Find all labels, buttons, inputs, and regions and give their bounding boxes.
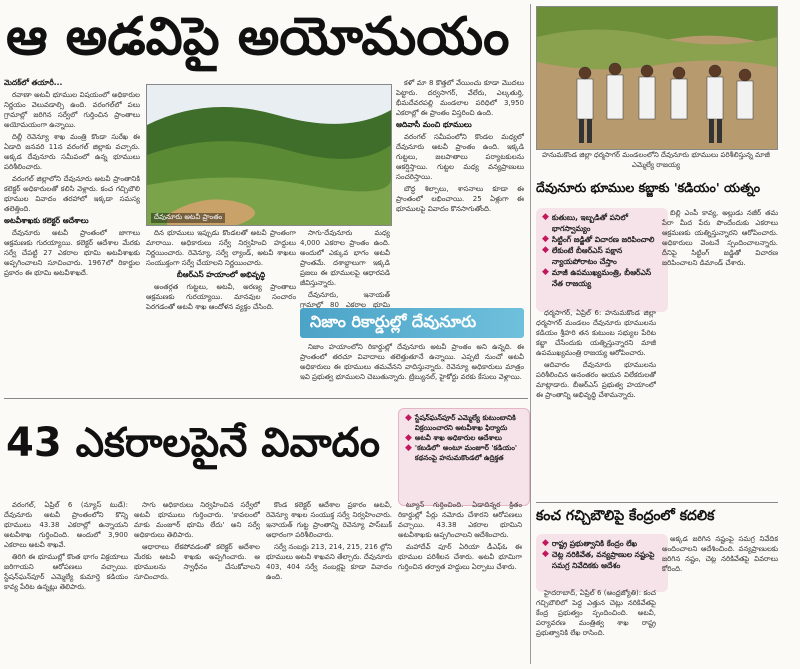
bullet-row (405, 433, 523, 443)
photo-caption: దేవునూరు అటవీ ప్రాంతం (151, 213, 225, 223)
kicker: మెదక్‌లో తయారీ... (4, 78, 63, 87)
bullet-row (405, 443, 523, 463)
column-2 (146, 228, 296, 378)
sub-heading: అటవీశాఖకు కలెక్టర్ ఆదేశాలు (4, 216, 89, 225)
paragraph: వరంగల్, ఏప్రిల్ 6 (న్యూస్ టుడే): దేవునూరు అటవీ ప్రాంతంలోని కొన్ని భూములు 43.38 ఎకరాల్లో ఉన్నాయని అటవీశాఖ గుర్తించింది. అందులో 3,900 ఎకరాలు అటవీ శాఖవే. (4, 501, 128, 549)
section-divider (4, 398, 528, 399)
bullet-icon: ◆ (405, 413, 412, 423)
bullet-text: అటవీ శాఖ అధికారుల ఆదేశాలు (414, 434, 502, 442)
bullet-icon: ◆ (405, 443, 412, 453)
nizam-banner (300, 308, 524, 338)
paragraph: ట్యూన్ గుర్తించింది. ఏడాదిన్నర క్రితం రికార్డుల్లో పేర్లు నమోదు చేశారని ఆరోపణలు వచ్చాయి. 43.38 ఎకరాల భూమిని అటవీశాఖకు అప్పగించాలని ఆదేశించారు. (398, 501, 522, 539)
paragraph: కొండ కలెక్టర్ ఆదేశాల ప్రకారం అటవీ, రెవెన్యూ శాఖల సంయుక్త సర్వే నిర్వహించారు. ఇనాయత్ గుట్ట ప్రాంతాన్ని రెవెన్యూ పాస్‌బుక్ ఆధారంగా పరిశీలించారు. (266, 501, 392, 539)
paragraph: ఆధారాలు లేకపోవడంతో కలెక్టర్ ఆదేశాల మేరకు అటవీ శాఖకు అప్పగించారు. ఆ భూములను స్వాధీనం చేసుకోవాలని సూచించారు. (134, 543, 260, 581)
paragraph: దిల్లీ రెవెన్యూ శాఖ మంత్రి కొండా సురేఖ ఈ ఏడాది జనవరి 11న వరంగల్ జిల్లాకు వచ్చారు. అక్కడ దేవునూరు సమీపంలో ఉన్న భూములు పరిశీలించారు. (4, 133, 140, 171)
bullet-text: స్టేషన్‌ఘన్‌పూర్ ఎమ్మెల్యే కుటుంబానికి విక్రయించారని అటవీశాఖ ఫిర్యాదు (414, 414, 516, 432)
bullet-icon: ◆ (542, 538, 549, 548)
bullet-row (542, 234, 662, 245)
bullet-icon: ◆ (542, 245, 549, 255)
officials-photo-graphic (537, 7, 777, 149)
bottom-column-2 (134, 500, 260, 666)
paragraph: బిల్లి ఎంపీ కావ్య, అల్లుడు నజీర్ తమ పేరా మీద పేరు పొందేందుకు ఎకరాలు ఆక్రమణకు యత్నిస్తున్నారని ఆరోపించారు. అధికారులు వెంటనే స్పందించాలన్నారు. దీనిపై సిట్టింగ్ జడ్జితో విచారణ జరిపించాలని డిమాండ్ చేశారు. (662, 209, 778, 267)
column-4 (396, 78, 524, 304)
paragraph: సాగు అధికారులు నిర్వహించిన సర్వేలో అటవీ భూములు గుర్తించారు. 'కావలంలో మాకు మంజూర్ భూమి లేదు' అని సర్వే అధికారులు తెలిపారు. (134, 501, 260, 539)
paragraph: ధర్మసాగర్, ఏప్రిల్ 6: హనుమకొండ జిల్లా ధర్మసాగర్ మండలం దేవునూరు భూములను కడియం శ్రీహరి తన కుటుంబ సభ్యుల పేరిట కబ్జా చేసేందుకు యత్నిస్తున్నారని మాజీ ఉపముఖ్యమంత్రి రాజయ్య ఆరోపించారు. (536, 309, 656, 357)
bottom-column-3 (266, 500, 392, 666)
kancha-headline: కంచ గచ్చిబౌలిపై కేంద్రంలో కదలిక (536, 508, 715, 524)
main-headline: ఆ అడవిపై అయోమయం (6, 7, 510, 67)
bullet-text: సిట్టింగ్ జడ్జితో విచారణ జరిపించాలి (551, 235, 655, 244)
sub-heading: ఆదివాసీ మంచి భూములు (396, 120, 472, 129)
paragraph: దేవునూరు, ఇనాయత్ గ్రామాల్లో 80 ఎకరాల భూమి (300, 291, 390, 308)
paragraph: కళో మా 8 కొత్తలో వేయించు కూడా మొదలు పెట్టారు. దర్వసాగర్, వేలేరు, ఎల్కతుర్తి, భీమదేవరపల్లి మండలాల పరిధిలో 3,950 ఎకరాల్లో ఈ ప్రాంతం విస్తరించి ఉంది. (396, 79, 524, 117)
paragraph: వరంగల్ జిల్లాలోని దేవునూరు అటవీ ప్రాంతానికి కలెక్టర్ అధికారులతో కలిసి వెళ్లారు. కంచ గచ్చిబౌలి భూముల వివాదం తరహాలో ఇక్కడా సమస్య తలెత్తింది. (4, 175, 140, 213)
sub-heading: బీఆర్ఎస్ హయాంలో అభివృద్ధి (176, 270, 266, 279)
kancha-text-a (536, 588, 656, 666)
bullet-icon: ◆ (405, 433, 412, 443)
forest-photo-graphic (147, 85, 391, 225)
officials-photo-caption: హనుమకొండ జిల్లా ధర్మసాగర్ మండలంలోని దేవునూరు భూములు పరిశీలిస్తున్న మాజీ ఎమ్మెల్యే రాజయ్య (542, 151, 770, 169)
right-column-text-b (536, 308, 656, 498)
bullet-text: 'కబడిలో' అంటూ మంజూర్ 'కడియం' కథనంపై హనుమకొండలో ఉద్రిక్తత (414, 444, 518, 462)
bullet-text: కుతుబు, ఇబ్బడితో పనిలో భాగస్వామ్యం (551, 213, 628, 233)
bullet-row (542, 267, 662, 289)
paragraph: రవాణా అటవీ భూముల విషయంలో అధికారుల నిర్ణయం వెలువడాల్సి ఉంది. వరంగల్‌లో పలు గ్రామాల్లో జరిగిన సర్వేలో గుర్తించిన ప్రాంతాలు అయోమయంగా ఉన్నాయి. (4, 91, 140, 129)
forest-photo (146, 84, 392, 226)
left-column (4, 76, 140, 376)
bullet-row (405, 413, 523, 433)
bullet-icon: ◆ (542, 234, 549, 244)
bullet-text: మాజీ ఉపముఖ్యమంత్రి, బీఆర్ఎస్ నేత రాజయ్య (551, 268, 652, 288)
paragraph: హైదరాబాద్, ఏప్రిల్ 6 (ఆంధ్రజ్యోతి): కంచ గచ్చిబౌలిలో పెద్ద ఎత్తున చెట్లు నరికివేతపై కేంద్ర ప్రభుత్వం స్పందించింది. అటవీ, పర్యావరణ మంత్రిత్వ శాఖ రాష్ట్ర ప్రభుత్వానికి లేఖ రాసింది. (536, 589, 656, 637)
right-bullet-box (536, 208, 668, 312)
bottom-column-4 (398, 500, 522, 666)
nizam-banner-title: నిజాం రికార్డుల్లో దేవునూరు (310, 312, 477, 331)
bullet-icon: ◆ (542, 267, 549, 277)
bottom-column-1 (4, 500, 128, 666)
paragraph: అంతర్గత గుట్టలు, అటవీ, అరణ్య ప్రాంతాలు ఆక్రమణకు గురయ్యాయి. మానవుల సంచారం పెరగడంతో అటవీ శాఖ ఆందోళన వ్యక్తం చేసింది. (146, 283, 296, 311)
paragraph: బౌద్ధ శిల్పాలు, శాసనాలు కూడా ఈ ప్రాంతంలో లభించాయి. 25 ఏళ్లుగా ఈ భూములపై వివాదం కొనసాగుతోంది. (396, 185, 524, 213)
headline-43-acres: 43 ఎకరాలపైనే వివాదం (6, 420, 381, 466)
vertical-divider (530, 4, 531, 664)
officials-photo (536, 6, 778, 150)
kancha-bullet-box (536, 534, 668, 592)
paragraph: వరంగల్ సమీపంలోని కొండల మధ్యలో దేవునూరు అటవీ ప్రాంతం ఉంది. ఇక్కడి గుట్టలు, జలపాతాలు పర్యాటకులను ఆకర్షిస్తాయి. గుట్టల మధ్య వన్యప్రాణులు సంచరిస్తాయి. (396, 133, 524, 181)
right-section-divider (536, 502, 778, 503)
bullet-row (542, 212, 662, 234)
paragraph: మహాదేవ్ పూర్ ఏరియా డీఎఫ్‌ఓ ఈ భూముల పరిశీలన చేశారు. అటవీ భూమిగా గుర్తించిన తర్వాత హద్దులు ఏర్పాటు చేశారు. (398, 543, 522, 571)
paragraph: దిన భూములు ఇప్పుడు కొండలతో అటవీ ప్రాంతంగా మారాయి. అధికారులు సర్వే నిర్వహించి హద్దులు నిర్ణయించారు. రెవెన్యూ, సర్వే ల్యాండ్, అటవీ శాఖలు సంయుక్తంగా సర్వే చేయాలని నిర్ణయించారు. (146, 229, 296, 267)
kancha-text-b (662, 534, 778, 666)
paragraph: సర్వే నంబర్లు 213, 214, 215, 216 ల్లోని భూములు అటవీ శాఖవని తేల్చారు. దేవునూరు 403, 404 సర్వే నంబర్లపై కూడా వివాదం ఉంది. (266, 543, 392, 581)
bullet-row (542, 538, 662, 549)
paragraph: నిజాం హయాంలోని రికార్డుల్లో దేవునూరు అటవీ ప్రాంతం అని ఉన్నది. ఈ ప్రాంతంలో తరచూ వివాదాలు తలెత్తుతూనే ఉన్నాయి. ఎప్పటి నుంచో అటవీ అధికారులు ఈ భూములు తమవేనని వాదిస్తున్నారు. రెవెన్యూ అధికారులు మాత్రం ఇవి ప్రభుత్వ భూములని చెబుతున్నారు. ట్రిబ్యునల్, హైకోర్టు వరకు కేసులు వెళ్లాయి. (300, 343, 524, 381)
paragraph: దేవునూరు అటవీ ప్రాంతంలో జాగాలు ఆక్రమణకు గురయ్యాయి. కలెక్టర్ ఆదేశాల మేరకు సర్వే చేపట్టి 27 ఎకరాల భూమి అటవీశాఖకు అప్పగించాలని సూచించారు. 1967లో రికార్డుల ప్రకారం ఈ భూమి అటవీశాఖదే. (4, 229, 140, 277)
bullet-icon: ◆ (542, 549, 549, 559)
right-column-text-a (662, 208, 778, 498)
bullet-text: రాష్ట్ర ప్రభుత్వానికి కేంద్రం లేఖ (551, 539, 638, 548)
nizam-text (300, 342, 524, 394)
paragraph: ఆదివారం దేవునూరు భూములను పరిశీలించిన అనంతరం ఆయన విలేకరులతో మాట్లాడారు. బీఆర్ఎస్ ప్రభుత్వ హయాంలో ఈ ప్రాంతాన్ని అభివృద్ధి చేశామన్నారు. (536, 361, 656, 399)
bullet-text: లేకుంటే బీఆర్ఎస్ పక్షాన న్యాయపోరాటం చేస్తాం (551, 246, 623, 266)
bullet-icon: ◆ (542, 212, 549, 222)
right-headline: దేవునూరు భూముల కబ్జాకు 'కడియం' యత్నం (536, 180, 761, 195)
bullet-row (542, 245, 662, 267)
pink-highlight-box (398, 408, 530, 506)
bullet-text: చెట్ల నరికివేత, వన్యప్రాణుల నష్టంపై సమగ్ర నివేదికకు ఆదేశం (551, 550, 655, 570)
paragraph: అక్కడ జరిగిన నష్టంపై సమగ్ర నివేదిక అందించాలని ఆదేశించింది. వన్యప్రాణులకు జరిగిన నష్టం, చెట్ల నరికివేతపై వివరాలు కోరింది. (662, 535, 778, 573)
paragraph: సాగు-దేవునూరు మధ్య 4,000 ఎకరాల ప్రాంతం ఉంది. అందులో ఎక్కువ భాగం అటవీ ప్రాంతమే. దశాబ్దాలుగా ఇక్కడి ప్రజలు ఈ భూములపై ఆధారపడి జీవిస్తున్నారు. (300, 229, 390, 287)
bullet-row (542, 549, 662, 571)
column-3 (300, 228, 390, 308)
paragraph: తిరిగి ఈ భూముల్లో కొంత భాగం విక్రయాలు జరిగాయని ఆరోపణలు వచ్చాయి. స్టేషన్‌ఘన్‌పూర్ ఎమ్మెల్యే కుమార్తె కడియం కావ్య పేరిట ఉన్నట్లు తెలిపారు. (4, 553, 128, 591)
